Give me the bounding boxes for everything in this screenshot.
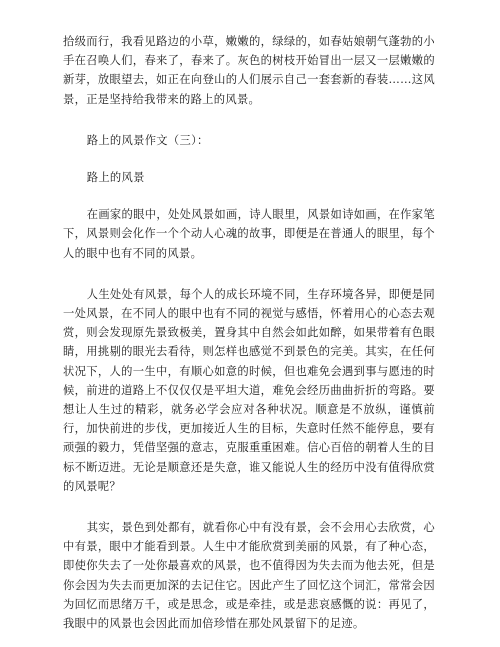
section-heading: 路上的风景作文（三）： [86, 133, 209, 147]
paragraph-life-scenery: 人生处处有风景，每个人的成长环境不同，生存环境各异，即便是同一处风景，在不同人的眼中也有不同的视觉与感悟，怀着用心的心态去观赏，则会发现原先景致极美，置身其中自然会如此如醉，如果带着有色眼睛，用挑剔的眼光去看待，则怎样也感觉不到景色的完美。其实，在任何状况下，人的一生中，有顺心如意的时候，但也难免会遇到事与愿违的时候，前进的道路上不仅仅仅是平坦大道，难免会经历曲曲折折的弯路。要想让人生过的精彩，就务必学会应对各种状况。顺意是不放纵，谨慎前行，加快前进的步伐，更加接近人生的目标，失意时任然不能停息，要有顽强的毅力，凭借坚强的意志，克服重重困难。信心百倍的朝着人生的目标不断迈进。无论是顺意还是失意，谁又能说人生的经历中没有值得欣赏的风景呢？ [63, 287, 435, 493]
document-page [63, 32, 435, 633]
paragraph-painter: 在画家的眼中，处处风景如画，诗人眼里，风景如诗如画，在作家笔下，风景则会化作一个个动人心魂的故事，即便是在普通人的眼里，每个人的眼中也有不同的风景。 [63, 208, 435, 260]
article-title: 路上的风景 [86, 171, 145, 185]
paragraph-conclusion: 其实，景色到处都有，就看你心中有没有景，会不会用心去欣赏，心中有景，眼中才能看到景。人生中才能欣赏到美丽的风景，有了种心态，即使你失去了一处你最喜欢的风景，也不值得因为失去而为他去死，但是你会因为失去而更加深的去记住它。因此产生了回忆这个词汇，常常会因为回忆而思绪万千，或是思念，或是牵挂，或是悲哀感慨的说：再见了，我眼中的风景也会因此而加倍珍惜在那处风景留下的足迹。 [63, 521, 435, 631]
paragraph-intro: 拾级而行，我看见路边的小草，嫩嫩的，绿绿的，如春姑娘朝气蓬勃的小手在召唤人们，春来了，春来了。灰色的树枝开始冒出一层又一层嫩嫩的新芽，放眼望去，如正在向登山的人们展示自己一套套新的春装……这风景，正是坚持给我带来的路上的风景。 [63, 35, 435, 106]
